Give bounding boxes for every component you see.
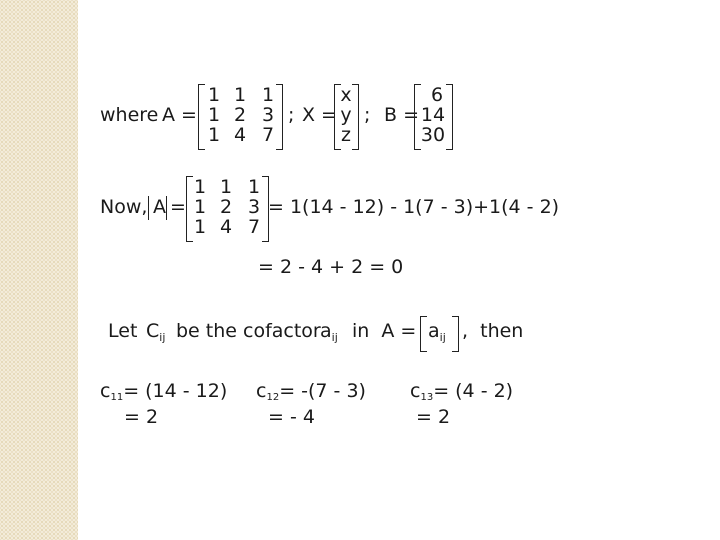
cofactor-description: be the cofactor [176,320,321,342]
cofactor-c11-value: = 2 [124,406,159,428]
cofactor-c13: c13= (4 - 2) [410,380,514,403]
cofactor-c11: c11= (14 - 12) [100,380,228,403]
vector-b-cell: 14 [420,104,446,126]
determinant-a-label: A [153,196,166,218]
matrix-a-label: A = [162,104,197,126]
let-label: Let [108,320,138,342]
determinant-cell: 2 [219,196,233,218]
vector-b-label: B = [384,104,419,126]
vector-x-cell: y [340,104,352,126]
matrix-right-bracket [452,316,459,352]
matrix-a-cell: 1 [207,84,221,106]
matrix-a-cell: 1 [207,124,221,146]
cofactor-symbol: $C_{ij}$ [146,320,166,344]
then-label: , then [462,320,524,342]
cofactor-c13-value: = 2 [416,406,451,428]
matrix-a-cell: 2 [233,104,247,126]
determinant-cell: 1 [193,196,207,218]
determinant-cell: 7 [247,216,261,238]
in-a-label: in A = [352,320,417,342]
determinant-cell: 1 [247,176,261,198]
vector-b-right-bracket [446,84,453,150]
vector-x-cell: x [340,84,352,106]
vector-x-right-bracket [352,84,359,150]
separator: ; [364,104,371,126]
vector-b-cell: 30 [420,124,446,146]
equals-sign: = [170,196,186,218]
vector-x-cell: z [341,124,351,146]
element-symbol: $a_{ij}$ [320,320,338,344]
determinant-cell: 1 [219,176,233,198]
determinant-cell: 1 [193,176,207,198]
determinant-bar [148,196,149,220]
determinant-result: = 2 - 4 + 2 = 0 [258,256,404,278]
determinant-cell: 4 [219,216,233,238]
matrix-a-right-bracket [276,84,283,150]
now-label: Now, [100,196,148,218]
vector-b-cell: 6 [430,84,444,106]
matrix-a-cell: 3 [261,104,275,126]
matrix-element-symbol: $a_{ij}$ [428,320,446,344]
matrix-a-cell: 1 [233,84,247,106]
where-label: where [100,104,159,126]
cofactor-c12: c12= -(7 - 3) [256,380,366,403]
matrix-a-cell: 1 [207,104,221,126]
determinant-cell: 3 [247,196,261,218]
determinant-cell: 1 [193,216,207,238]
decorative-side-band [0,0,78,540]
matrix-left-bracket [420,316,427,352]
matrix-a-cell: 4 [233,124,247,146]
separator: ; [288,104,295,126]
matrix-a-cell: 1 [261,84,275,106]
cofactor-c12-value: = - 4 [268,406,315,428]
vector-x-label: X = [302,104,337,126]
expansion-expression: = 1(14 - 12) - 1(7 - 3)+1(4 - 2) [268,196,560,218]
matrix-a-cell: 7 [261,124,275,146]
determinant-bar [166,196,167,220]
